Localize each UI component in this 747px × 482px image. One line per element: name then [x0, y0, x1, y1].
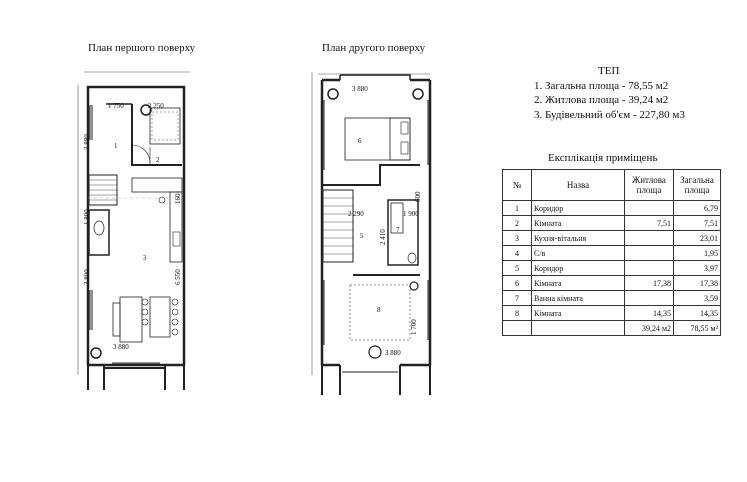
tep-block: [534, 64, 685, 122]
plan2-dim-3: 2 410: [379, 229, 387, 245]
cell-total: 3,59: [674, 291, 721, 306]
plan2-dim-5: 600: [414, 191, 422, 202]
plan1-dim-6: 6 550: [174, 269, 182, 285]
cell-n: 7: [503, 291, 532, 306]
cell-n: [503, 321, 532, 336]
cell-n: 6: [503, 276, 532, 291]
cell-n: 5: [503, 261, 532, 276]
cell-name: Кімната: [532, 276, 625, 291]
col-living-area: Житлова площа: [625, 170, 674, 201]
plan1-title: План першого поверху: [88, 42, 196, 54]
col-name: Назва: [532, 170, 625, 201]
cell-n: 1: [503, 201, 532, 216]
tep-heading: ТЕП: [598, 65, 620, 77]
plan2-room-label: 8: [377, 306, 381, 314]
cell-n: 8: [503, 306, 532, 321]
plan2-dim-2: 2 290: [348, 210, 364, 218]
table-row: [503, 201, 721, 216]
total-total: 78,55 м²: [674, 321, 721, 336]
tep-item: 1. Загальна площа - 78,55 м2: [534, 79, 669, 92]
cell-total: 6,79: [674, 201, 721, 216]
cell-name: С/в: [532, 246, 625, 261]
cell-name: Кухня-вітальня: [532, 231, 625, 246]
plan1-dim-1: 1 750: [108, 102, 124, 110]
table-row: [503, 246, 721, 261]
tep-item: 2. Житлова площа - 39,24 м2: [534, 94, 669, 106]
explication-table: [502, 169, 721, 336]
cell-total: 7,51: [674, 216, 721, 231]
cell-total: 1,95: [674, 246, 721, 261]
cell-living: [625, 231, 674, 246]
cell-n: 3: [503, 231, 532, 246]
plan1-dim-2: 2 250: [148, 102, 164, 110]
explication-title: Експлікація приміщень: [548, 152, 658, 164]
plan2-room-label: 7: [396, 226, 400, 234]
cell-living: 14,35: [625, 306, 674, 321]
plan2-room-label: 6: [358, 137, 362, 145]
cell-living: [625, 246, 674, 261]
plan2-room-label: 5: [360, 232, 364, 240]
col-total-area: Загальна площа: [674, 170, 721, 201]
cell-total: 3,97: [674, 261, 721, 276]
cell-living: 7,51: [625, 216, 674, 231]
cell-name: Ванна кімната: [532, 291, 625, 306]
cell-living: 17,38: [625, 276, 674, 291]
plan2-dim-1: 3 880: [352, 85, 368, 93]
cell-name: Коридор: [532, 201, 625, 216]
cell-name: Кімната: [532, 216, 625, 231]
table-row: [503, 231, 721, 246]
cell-n: 4: [503, 246, 532, 261]
total-living: 39,24 м2: [625, 321, 674, 336]
cell-total: 17,38: [674, 276, 721, 291]
cell-name: Коридор: [532, 261, 625, 276]
plan2-dim-7: 3 880: [385, 349, 401, 357]
cell-total: 14,35: [674, 306, 721, 321]
plan1-room-label: 2: [156, 156, 160, 164]
cell-living: [625, 291, 674, 306]
plan2-drawing: [312, 72, 430, 395]
table-totals-row: [503, 321, 721, 336]
table-row: [503, 276, 721, 291]
cell-name: [532, 321, 625, 336]
plan2-dim-6: 1 700: [410, 319, 418, 335]
plan1-dim-5: 1 800: [83, 209, 91, 225]
plan1-room-label: 1: [114, 142, 118, 150]
plan1-dim-8: 160: [174, 193, 182, 204]
table-row: [503, 216, 721, 231]
table-header-row: [503, 170, 721, 201]
cell-living: [625, 201, 674, 216]
cell-total: 23,01: [674, 231, 721, 246]
table-row: [503, 261, 721, 276]
cell-n: 2: [503, 216, 532, 231]
cell-living: [625, 261, 674, 276]
plan1-dim-3: 3 880: [83, 134, 91, 150]
col-number: №: [503, 170, 532, 201]
table-row: [503, 291, 721, 306]
plan1-drawing: [78, 72, 190, 390]
plan1-dim-4: 3 800: [83, 269, 91, 285]
tep-item: 3. Будівельний об'єм - 227,80 м3: [534, 108, 685, 121]
plan1-room-label: 3: [143, 254, 147, 262]
table-row: [503, 306, 721, 321]
plan2-dim-4: 1 900: [403, 210, 419, 218]
cell-name: Кімната: [532, 306, 625, 321]
plan2-title: План другого поверху: [322, 42, 426, 54]
plan1-dim-7: 3 880: [113, 343, 129, 351]
